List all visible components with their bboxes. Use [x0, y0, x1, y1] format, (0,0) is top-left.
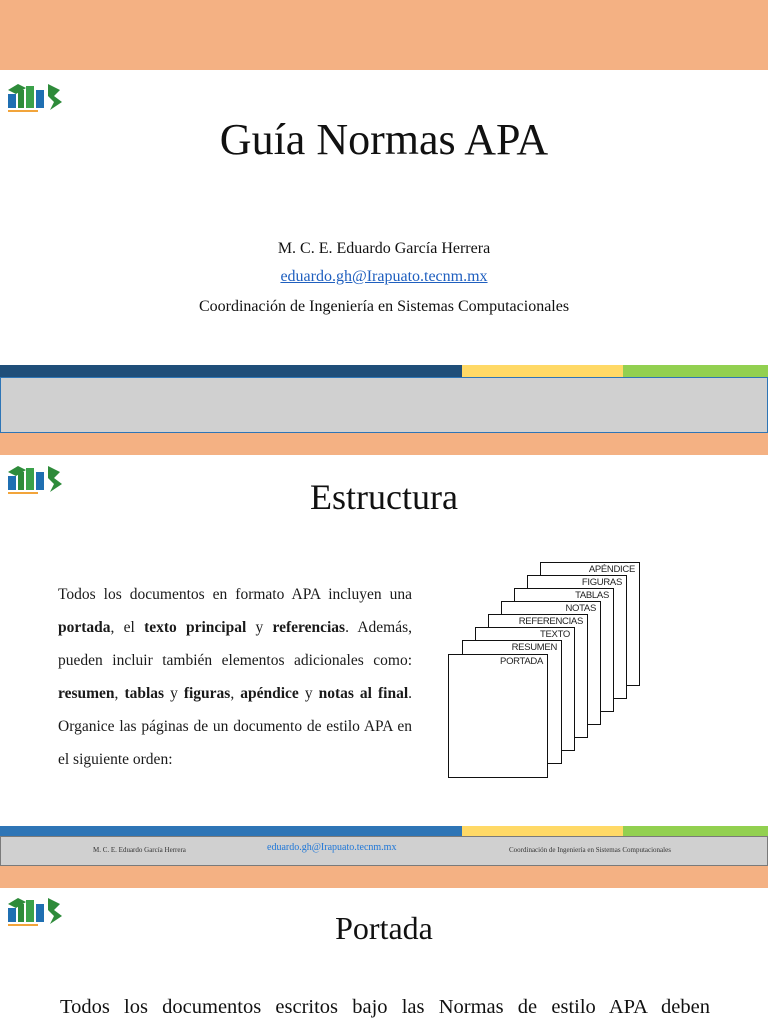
para-text: y — [298, 685, 319, 702]
para-bold: figuras — [183, 685, 231, 702]
page-portada — [448, 654, 548, 778]
page-label: PORTADA — [500, 656, 543, 667]
footer-author: M. C. E. Eduardo García Herrera — [93, 846, 186, 854]
slide1-email-link[interactable]: eduardo.gh@Irapuato.tecnm.mx — [280, 268, 488, 285]
page-label: FIGURAS — [581, 577, 622, 588]
para-bold: tablas — [124, 685, 165, 702]
slide1-email-line — [0, 268, 768, 286]
page-label: APÉNDICE — [588, 564, 635, 575]
para-bold: texto principal — [144, 619, 247, 636]
page-label: TEXTO — [540, 629, 570, 640]
para-bold: apéndice — [240, 685, 299, 702]
slide2-footer — [0, 836, 768, 866]
page-label: NOTAS — [565, 603, 596, 614]
slide1-title: Guía Normas APA — [219, 115, 549, 164]
slide2-color-bar — [0, 826, 768, 836]
para-bold: resumen — [58, 685, 115, 702]
itsi-logo-icon — [4, 76, 68, 116]
document-page-stack — [440, 556, 650, 782]
para-text: , — [230, 685, 241, 702]
slide3-paragraph: Todos los documentos escritos bajo las Normas de estilo APA deben — [60, 996, 710, 1018]
para-text: , — [114, 685, 125, 702]
slide3-title: Portada — [335, 910, 433, 946]
para-bold: notas al final — [318, 685, 409, 702]
para-text: y — [164, 685, 184, 702]
para-bold: referencias — [272, 619, 346, 636]
para-text: Todos los documentos en formato APA incluyen una — [58, 586, 412, 603]
slide1-color-bar — [0, 365, 768, 377]
footer-department: Coordinación de Ingeniería en Sistemas Computacionales — [509, 846, 671, 854]
page-label: TABLAS — [575, 590, 609, 601]
page-label: RESUMEN — [511, 642, 557, 653]
para-bold: portada — [58, 619, 111, 636]
page-label: REFERENCIAS — [518, 616, 583, 627]
footer-email-link[interactable]: eduardo.gh@Irapuato.tecnm.mx — [267, 842, 397, 853]
slide3-top-band — [0, 866, 768, 888]
para-text: y — [246, 619, 273, 636]
slide1-author: M. C. E. Eduardo García Herrera — [277, 240, 491, 257]
slide2-title: Estructura — [310, 477, 458, 517]
slide1-top-band — [0, 0, 768, 70]
slide2-top-band — [0, 433, 768, 455]
para-text: . Organice las páginas de un documento de estilo APA en el siguiente orden: — [58, 685, 412, 768]
para-text: , el — [110, 619, 145, 636]
slide1-department: Coordinación de Ingeniería en Sistemas Computacionales — [198, 298, 570, 315]
slide2-paragraph — [58, 578, 412, 776]
slide1-footer-panel — [0, 377, 768, 433]
para-text: . Además, pueden incluir también elementos adicionales como: — [58, 619, 413, 669]
